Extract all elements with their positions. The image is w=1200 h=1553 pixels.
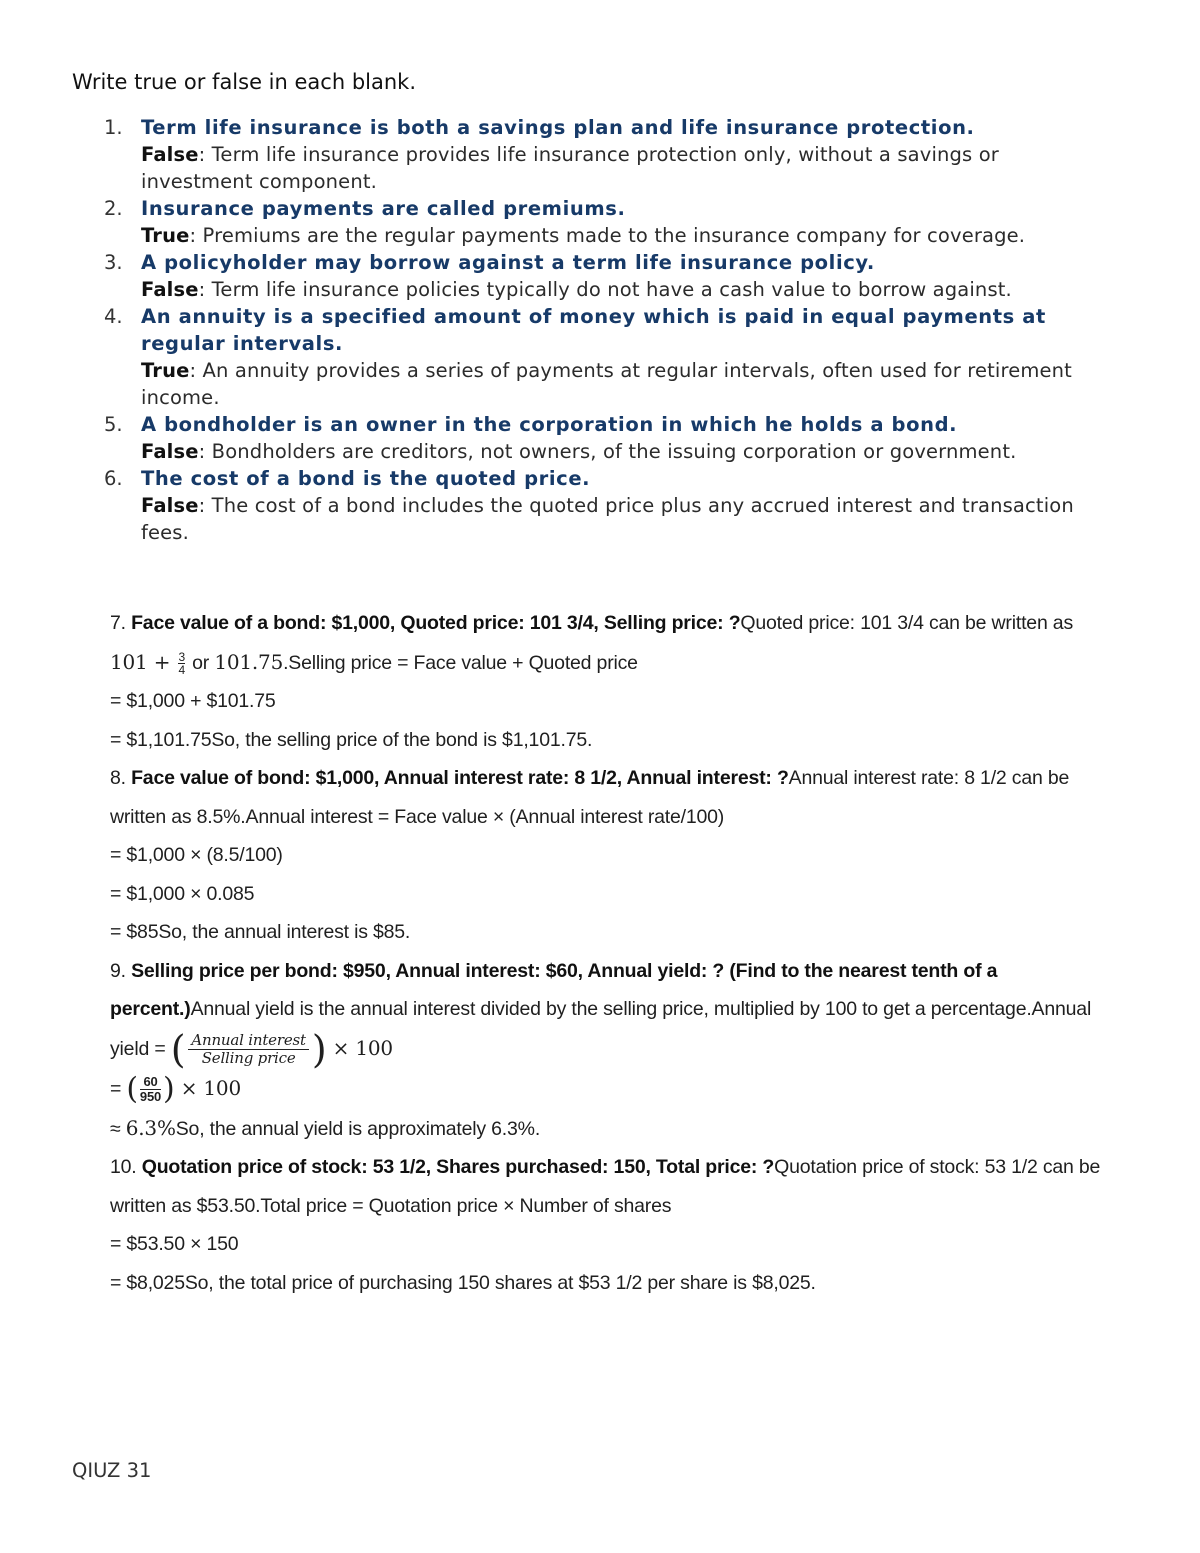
fraction-numerator: 60 [143,1073,158,1089]
list-item [104,303,1104,411]
problem-question: Face value of bond: $1,000, Annual interest rate: 8 1/2, Annual interest: ? [131,767,789,789]
question-text: Term life insurance is both a savings plan and life insurance protection. [141,116,975,139]
answer-explanation: : Bondholders are creditors, not owners, of the issuing corporation or government. [198,440,1017,463]
page-heading: Write true or false in each blank. [72,70,416,94]
problem-explanation: Annual interest rate: 8 1/2 can be written as 8.5%.Annual interest = Face value × (Annual interest rate/100) [110,767,1070,828]
answer-verdict: False [141,440,199,463]
answer-verdict: False [141,143,199,166]
answer-explanation: : An annuity provides a series of payments at regular intervals, often used for retirement income. [141,359,1072,409]
answer-verdict: False [141,278,199,301]
list-item [104,114,1104,195]
problem-number: 9. [110,959,132,982]
answer-verdict: True [141,359,190,382]
math-fraction [178,651,184,676]
list-item [104,249,1104,303]
item-number: 2. [104,197,123,220]
problem-question: Face value of a bond: $1,000, Quoted price: 101 3/4, Selling price: ? [131,612,741,634]
question-text: A policyholder may borrow against a term life insurance policy. [141,251,875,274]
close-paren: ) [163,1071,175,1107]
answer-text [141,438,1104,465]
problem-number: 7. [110,612,132,634]
question-text: The cost of a bond is the quoted price. [141,467,591,490]
problem-question: Selling price per bond: $950, Annual interest: $60, Annual yield: ? (Find to the nearest tenth of a percent.) [110,959,998,1020]
true-false-list [104,114,1104,546]
list-item [104,195,1104,249]
answer-explanation: : The cost of a bond includes the quoted price plus any accrued interest and transaction fees. [141,494,1074,544]
list-item [104,411,1104,465]
answer-explanation: : Premiums are the regular payments made to the insurance company for coverage. [189,224,1026,247]
math-fraction [140,1075,161,1104]
answer-text [141,222,1104,249]
calc-line: = $1,000 + $101.75 [110,690,276,712]
fraction-numerator: 3 [178,649,185,664]
calc-line: = $1,000 × 0.085 [110,882,255,905]
calc-line: = $85So, the annual interest is $85. [110,921,411,943]
math-expression: 6.3% [125,1115,176,1140]
problem-number: 10. [110,1156,142,1179]
math-expression: 101.75 [214,649,284,674]
question-text: An annuity is a specified amount of money which is paid in equal payments at regular intervals. [141,305,1046,355]
calc-line: = $1,101.75So, the selling price of the bond is $1,101.75. [110,728,593,751]
problem-question: Quotation price of stock: 53 1/2, Shares purchased: 150, Total price: ? [141,1156,775,1179]
problem-10-statement [110,1148,1110,1225]
math-expression: × 100 [326,1035,393,1060]
problem-explanation: Quoted price: 101 3/4 can be written as [740,612,1073,634]
item-number: 6. [104,467,123,490]
answer-verdict: False [141,494,199,517]
close-paren: ) [311,1027,327,1072]
calc-prefix: = [110,1077,127,1100]
problem-8-statement [110,759,1110,836]
item-number: 5. [104,413,123,436]
fraction-denominator: 4 [178,662,185,677]
calc-line: = $8,025So, the total price of purchasing 150 shares at $53 1/2 per share is $8,025. [110,1271,816,1294]
problem-9-statement [110,952,1110,1072]
calc-line: = $53.50 × 150 [110,1233,239,1256]
fraction-denominator: Selling price [188,1049,308,1067]
math-fraction [188,1032,308,1067]
worked-problems [110,604,1110,1302]
fraction-denominator: 950 [139,1088,162,1104]
question-text: A bondholder is an owner in the corporation in which he holds a bond. [141,413,958,436]
item-number: 3. [104,251,123,274]
answer-explanation: : Term life insurance provides life insurance protection only, without a savings or investment component. [141,143,999,193]
item-number: 1. [104,116,123,139]
problem-number: 8. [110,767,132,789]
problem-explanation: Quotation price of stock: 53 1/2 can be written as $53.50.Total price = Quotation price × Number of shares [110,1156,1101,1217]
answer-text [141,276,1104,303]
problem-explanation: .Selling price = Face value + Quoted price [283,651,638,674]
open-paren: ( [170,1027,186,1072]
page-footer: QIUZ 31 [72,1459,152,1482]
calc-conclusion: So, the annual yield is approximately 6.3%. [175,1117,541,1140]
math-expression: × 100 [174,1075,241,1100]
question-text: Insurance payments are called premiums. [141,197,626,220]
problem-explanation: Annual yield is the annual interest divided by the selling price, multiplied by 100 to get a percentage.Annual yield = [110,998,1092,1060]
list-item [104,465,1104,546]
math-expression: 101 + [110,649,177,674]
answer-verdict: True [141,224,190,247]
item-number: 4. [104,305,123,328]
answer-text [141,492,1104,546]
answer-text [141,141,1104,195]
fraction-numerator: Annual interest [191,1030,306,1049]
calc-line [110,1109,1110,1149]
calc-prefix: ≈ [110,1117,126,1140]
open-paren: ( [126,1071,138,1107]
answer-explanation: : Term life insurance policies typically do not have a cash value to borrow against. [198,278,1012,301]
problem-7-statement [110,604,1110,682]
calc-line: = $1,000 × (8.5/100) [110,844,283,866]
problem-connector: or [186,651,215,674]
answer-text [141,357,1104,411]
calc-line [110,1069,1110,1109]
